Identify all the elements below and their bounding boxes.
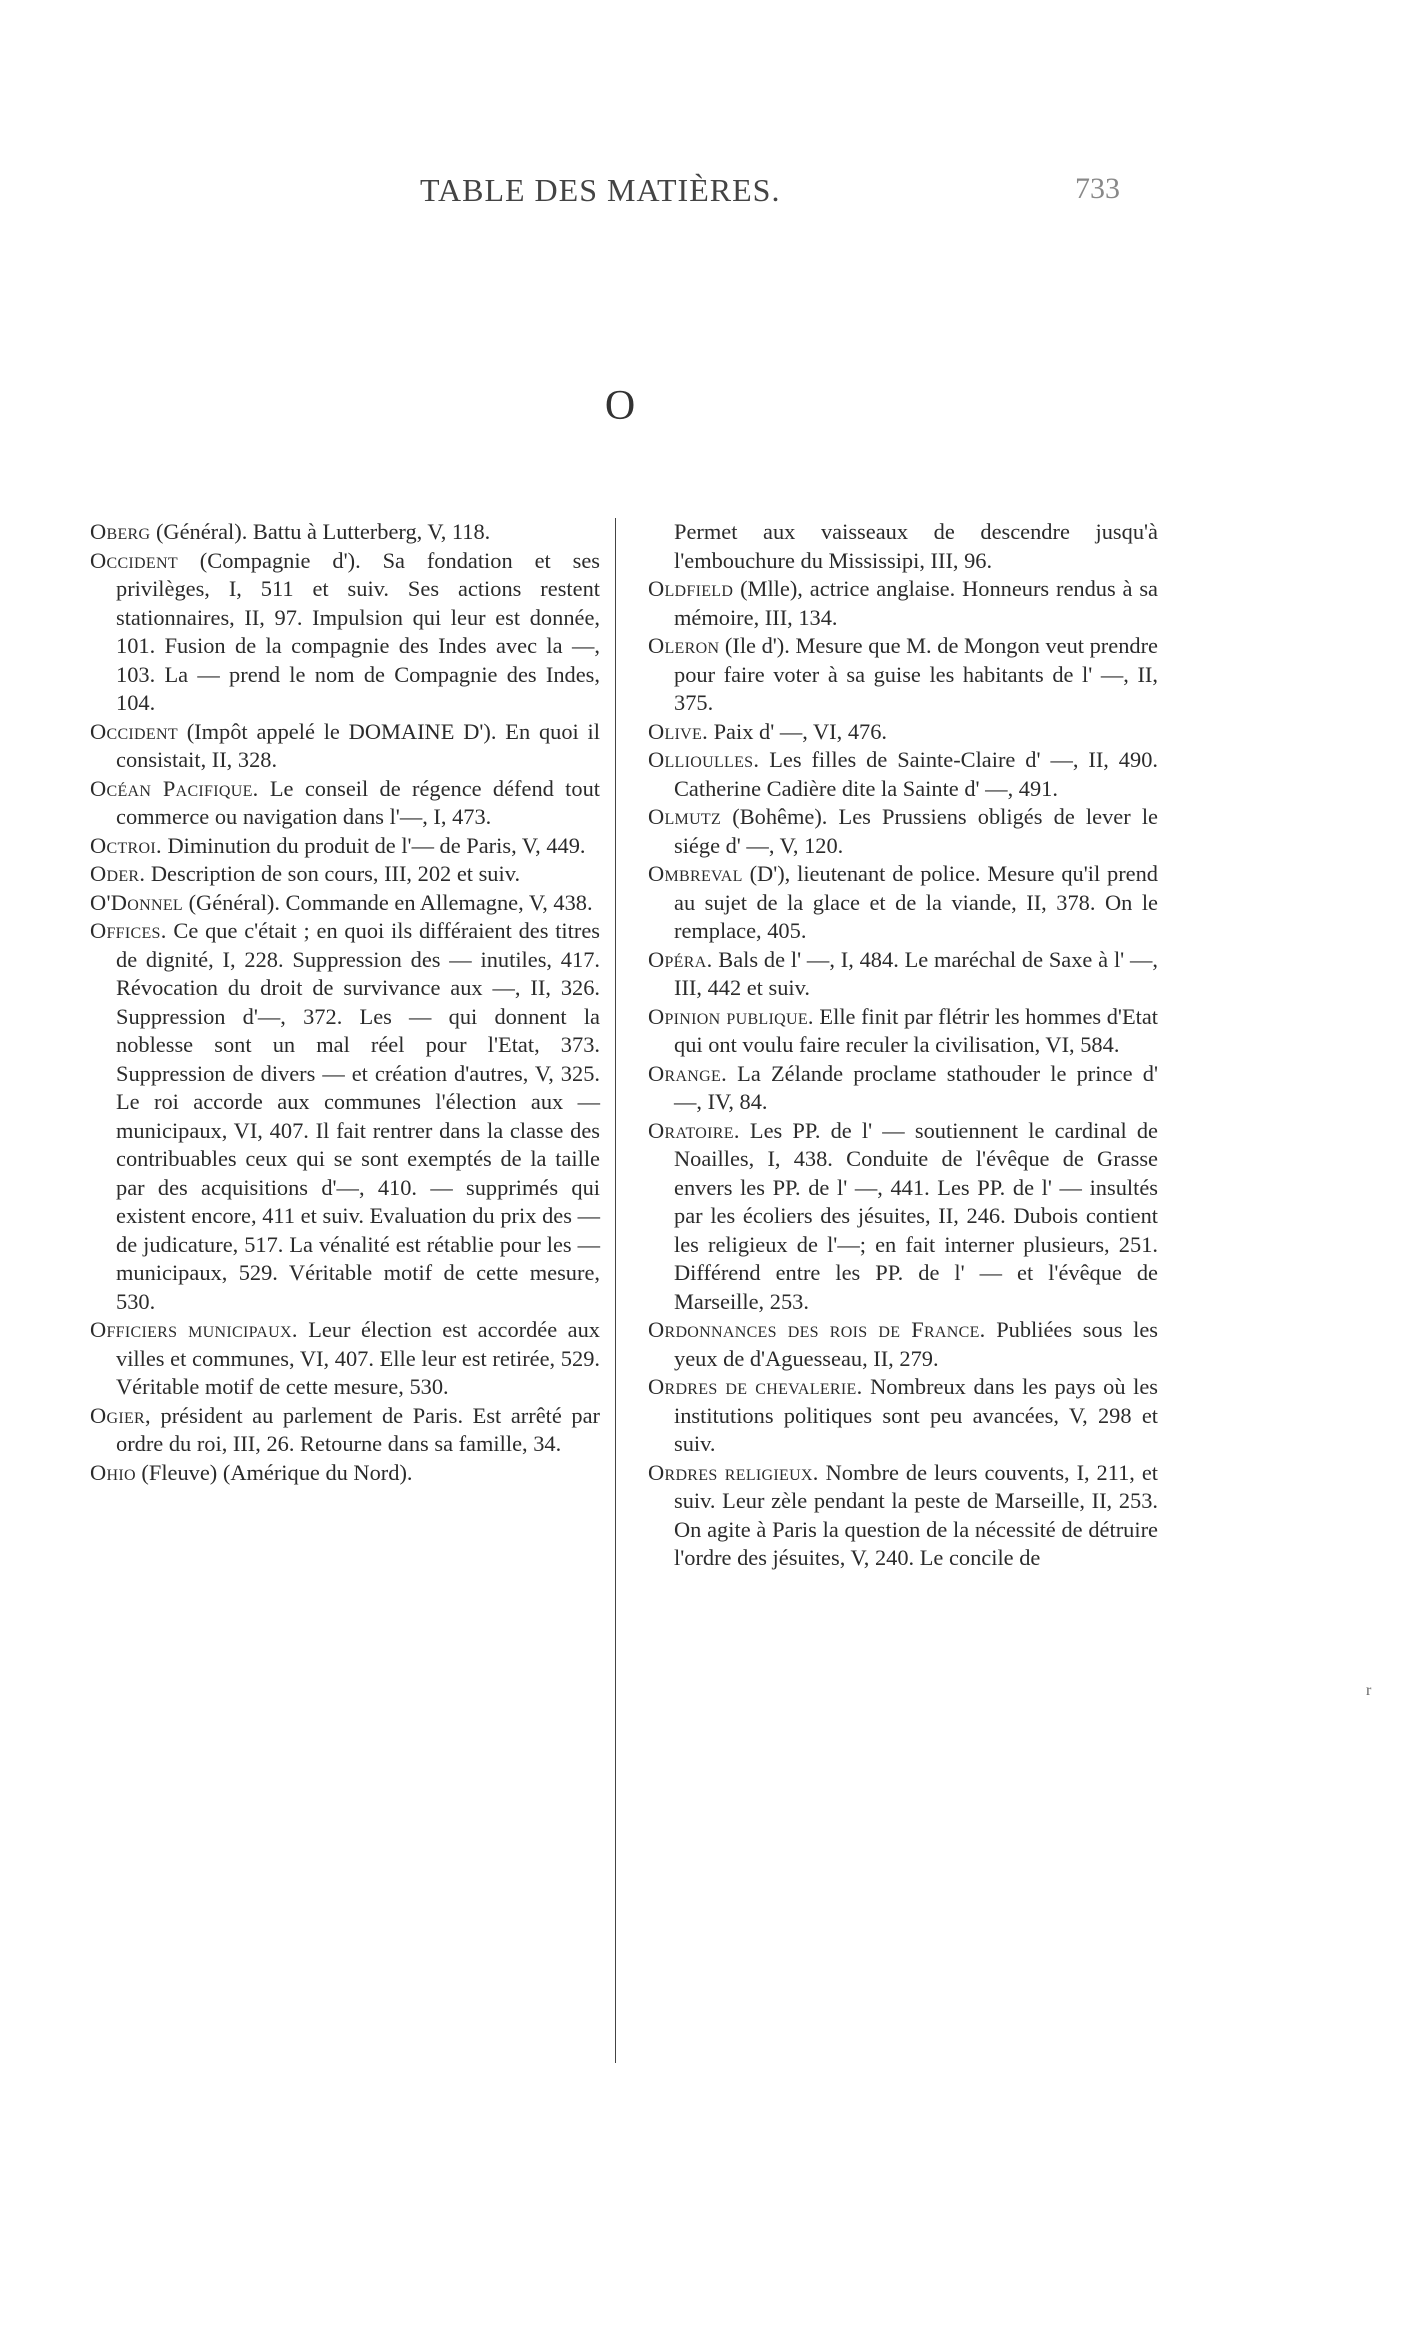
- index-entry: [648, 1459, 1158, 1573]
- index-entry: [90, 547, 600, 718]
- entry-text: (Général). Battu à Lutterberg, V, 118.: [150, 519, 491, 544]
- entry-text: (Impôt appelé le DOMAINE D'). En quoi il consistait, II, 328.: [116, 718, 600, 772]
- entry-text: (Bohême). Les Prussiens obligés de lever le siége d' —, V, 120.: [674, 804, 1158, 858]
- index-entry: [648, 1373, 1158, 1459]
- entry-headword: Ombreval: [648, 861, 743, 886]
- entry-text: Description de son cours, III, 202 et suiv.: [145, 861, 521, 886]
- entry-text: Bals de l' —, I, 484. Le maréchal de Saxe à l' —, III, 442 et suiv.: [674, 946, 1158, 1000]
- entry-text: (Ile d'). Mesure que M. de Mongon veut prendre pour faire voter à sa guise les habitants de l' —, II, 375.: [674, 633, 1158, 715]
- index-entry: [648, 575, 1158, 632]
- entry-text: Ce que c'était ; en quoi ils différaient des titres de dignité, I, 228. Suppression des — inutiles, 417. Révocation du droit de survivance aux —, II, 326. Suppression d'—, 372. Les — qui donnent la noblesse sont un mal réel pour l'Etat, 373. Suppression de divers — et création d'autres, V, 325. Le roi accorde aux communes l'élection aux — municipaux, VI, 407. Il fait rentrer dans la classe des contribuables ceux qui se sont exemptés de la taille par des acquisitions d'—, 410. — supprimés qui existent encore, 411 et suiv. Evaluation du prix des — de judicature, 517. La vénalité est rétablie pour les — municipaux, 529. Véritable motif de cette mesure, 530.: [116, 918, 600, 1314]
- index-entry: [648, 632, 1158, 718]
- index-entry: [648, 1003, 1158, 1060]
- entry-headword: Olmutz: [648, 804, 722, 829]
- entry-headword: Octroi.: [90, 832, 162, 858]
- index-entry: [90, 718, 600, 775]
- index-entry: [90, 1316, 600, 1402]
- index-entry: [90, 775, 600, 832]
- entry-headword: Offices.: [90, 918, 167, 943]
- running-title: TABLE DES MATIÈRES.: [420, 172, 781, 208]
- entry-text: Les filles de Sainte-Claire d' —, II, 490. Catherine Cadière dite la Sainte d' —, 491.: [674, 747, 1158, 801]
- entry-headword: Ollioulles.: [648, 747, 760, 772]
- entry-headword: Occident: [90, 547, 178, 573]
- entry-headword: Opéra.: [648, 946, 713, 972]
- page-header: [0, 172, 1413, 212]
- index-entry: [90, 1402, 600, 1459]
- entry-text: Publiées sous les yeux de d'Aguesseau, II, 279.: [674, 1317, 1158, 1371]
- entry-headword: Oldfield: [648, 576, 734, 601]
- index-entry: [648, 1117, 1158, 1317]
- entry-text: (Mlle), actrice anglaise. Honneurs rendus à sa mémoire, III, 134.: [674, 576, 1158, 630]
- index-entry: [90, 1459, 600, 1488]
- entry-headword: Oder.: [90, 861, 146, 886]
- continuation-text: Permet aux vaisseaux de descendre jusqu'à l'embouchure du Mississipi, III, 96.: [674, 519, 1158, 573]
- entry-headword: Oberg: [90, 519, 151, 544]
- index-column-left: [90, 518, 600, 1487]
- section-letter: O: [604, 383, 636, 429]
- entry-headword: Ogier,: [90, 1402, 151, 1428]
- index-column-right: [648, 518, 1158, 1573]
- entry-headword: Olive.: [648, 718, 708, 744]
- margin-mark: r: [1366, 1682, 1372, 1699]
- index-entry: [90, 832, 600, 861]
- entry-headword: Opinion publique.: [648, 1003, 814, 1029]
- entry-headword: Orange.: [648, 1060, 727, 1086]
- index-entry: [90, 889, 600, 918]
- entry-text: Nombreux dans les pays où les institutions politiques sont peu avancées, V, 298 et suiv.: [674, 1374, 1159, 1456]
- entry-headword: Ordres religieux.: [648, 1459, 819, 1485]
- entry-text: La Zélande proclame stathouder le prince d' —, IV, 84.: [674, 1060, 1158, 1114]
- entry-text: Les PP. de l' — soutiennent le cardinal de Noailles, I, 438. Conduite de l'évêque de Grasse envers les PP. de l' —, 441. Les PP. de l' — insultés par les écoliers des jésuites, II, 246. Dubois contient les religieux de l'—; en fait interner plusieurs, 251. Différend entre les PP. de l' — et l'évêque de Marseille, 253.: [674, 1117, 1158, 1314]
- entry-headword: Ordonnances des rois de France.: [648, 1317, 986, 1342]
- index-entry: [90, 518, 600, 547]
- index-entry: [648, 1316, 1158, 1373]
- entry-headword: Océan Pacifique.: [90, 775, 259, 801]
- index-entry: [648, 803, 1158, 860]
- index-entry: [648, 946, 1158, 1003]
- index-entry: [90, 917, 600, 1316]
- entry-headword: Occident: [90, 718, 178, 744]
- entry-text: Le conseil de régence défend tout commerce ou navigation dans l'—, I, 473.: [116, 775, 600, 829]
- entry-text: Paix d' —, VI, 476.: [708, 718, 888, 744]
- column-divider: [615, 518, 616, 2063]
- entry-text: Diminution du produit de l'— de Paris, V, 449.: [161, 832, 586, 858]
- entry-headword: Oleron: [648, 633, 720, 658]
- index-entry: [648, 1060, 1158, 1117]
- index-entry: [90, 860, 600, 889]
- entry-text: (D'), lieutenant de police. Mesure qu'il prend au sujet de la glace et de la viande, II, 378. On le remplace, 405.: [674, 861, 1158, 943]
- entry-text: Leur élection est accordée aux villes et communes, VI, 407. Elle leur est retirée, 529. Véritable motif de cette mesure, 530.: [116, 1317, 600, 1399]
- entry-headword: Ohio: [90, 1459, 136, 1485]
- entry-headword: Oratoire.: [648, 1117, 740, 1143]
- index-entry: [648, 860, 1158, 946]
- entry-headword: Officiers municipaux.: [90, 1317, 298, 1342]
- entry-headword: Ordres de chevalerie.: [648, 1374, 863, 1399]
- entry-text: Elle finit par flétrir les hommes d'Etat qui ont voulu faire reculer la civilisation, VI, 584.: [674, 1003, 1159, 1057]
- entry-text: (Fleuve) (Amérique du Nord).: [135, 1459, 413, 1485]
- entry-headword: O'Donnel: [90, 889, 183, 915]
- entry-text: (Compagnie d'). Sa fondation et ses privilèges, I, 511 et suiv. Ses actions restent stationnaires, II, 97. Impulsion qui leur est donnée, 101. Fusion de la compagnie des Indes avec la —, 103. La — prend le nom de Compagnie des Indes, 104.: [116, 547, 600, 715]
- index-entry: [648, 718, 1158, 747]
- entry-text: Nombre de leurs couvents, I, 211, et suiv. Leur zèle pendant la peste de Marseille, II, 253. On agite à Paris la question de la nécessité de détruire l'ordre des jésuites, V, 240. Le concile de: [674, 1459, 1158, 1570]
- page-number: 733: [1075, 172, 1120, 205]
- entry-text: président au parlement de Paris. Est arrêté par ordre du roi, III, 26. Retourne dans sa famille, 34.: [116, 1402, 600, 1456]
- index-entry: [648, 746, 1158, 803]
- entry-text: (Général). Commande en Allemagne, V, 438.: [183, 889, 593, 915]
